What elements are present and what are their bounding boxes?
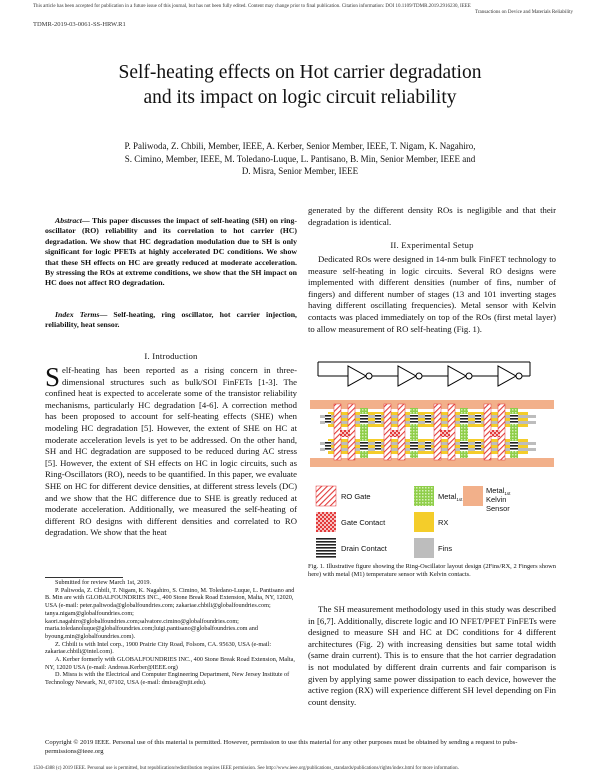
authors-line-2: S. Cimino, Member, IEEE, M. Toledano-Luque, L. Pantisano, B. Min, Senior Member, IEEE and bbox=[124, 153, 476, 164]
index-terms bbox=[45, 310, 297, 331]
section-1-continued: generated by the different density ROs is negligible and that their degradation is identical. bbox=[308, 205, 556, 227]
section-2-body-continued: The SH measurement methodology used in this study was described in [6,7]. Additionally, discrete logic and IO NFET/PFET FinFETs were designed to measure SH and HC at DC conditions for 4 different architectures (Fig. 2) with increasing densities but same total width (same drain current). This is to ensure that the hot carrier degradation is not modulated by different drain currents and fair comparison is given by applying same power dissipation to each device, however the active region (RX) will experience different SH level depending on Fin count density. bbox=[308, 604, 556, 707]
legend-sensor-label: Sensor bbox=[486, 504, 510, 513]
index-terms-label: Index Terms bbox=[55, 310, 100, 319]
authors-line-3: D. Misra, Senior Member, IEEE bbox=[241, 166, 359, 177]
footnote-affiliations: P. Paliwoda, Z. Chbili, T. Nigam, K. Nagahiro, S. Cimino, M. Toledano-Luque, L. Pantisano and B. Min are with GLOBALFOUNDRIES INC., 400 Stone Break Road Extension, Malta, NY, 12020, USA (e-mail: peter.paliwoda@globalfoundries.com; zakariae.chbili@globalfoundries.com; tanya.nigam@globalfoundries.com; kaori.nagahiro@globalfoundries.com;salvatore.cimino@globalfoundries.com; maria.toledanoluque@globalfoundries.com;luigi.pantisano@globalfoundries.com and byoung.min@globalfoundries.com). bbox=[45, 586, 295, 640]
intro-dropcap: S bbox=[45, 362, 61, 392]
legend-metal-sensor-label: Metal$_{1st}$ bbox=[486, 486, 511, 496]
legend-gate-contact-swatch bbox=[316, 512, 336, 532]
legend-metal-sensor-swatch bbox=[463, 486, 483, 506]
footnote-misra: D. Misra is with the Electrical and Computer Engineering Department, New Jersey Institute of Technology Newark, NJ, 07102, USA (e-mail: dmisra@njit.edu). bbox=[45, 671, 290, 687]
paper-title bbox=[40, 60, 560, 110]
figure-1-caption: Fig. 1. Illustrative figure showing the Ring-Oscillator layout design (2Fins/RX, 2 Fingers shown here) with metal (M1) temperature sensor with Kelvin contacts. bbox=[308, 563, 556, 578]
title-line-2: and its impact on logic circuit reliability bbox=[143, 87, 457, 108]
intro-text: elf-heating has been reported as a rising concern in three-dimensional structures such as bulk/SOI FinFETs [1-3]. The confined heat is expected to accelerate some of the transistor reliability mechanisms, particularly HC degradation [4-6]. A correction method has been proposed to account for self-heating effects (SHE) when modeling HC degradation [5]. However, the extent of SHE on HC at moderate acceleration levels is yet to be addressed. On the other hand, SH and HC degradation are supposed to be reduced during AC stress [5]. However, the extent of SH effects on HC in logic circuits, such as Ring-Oscillators (RO), needs to be quantified. In this paper, we evaluate SHE on HC for different device densities, at different stress levels (DC) and we show that the HC difference due to SHE is greatly reduced at moderate acceleration. Additionally, we measured the self-heating of different RO designs with different densities and correlated to RO degradation. We show that the heat bbox=[45, 365, 297, 538]
index-terms-text: — Self-heating, ring oscillator, hot carrier injection, reliability, heat sensor. bbox=[45, 310, 298, 330]
metal-bottom-rail bbox=[310, 458, 554, 467]
legend-metal1-label: Metal$_{1st}$ bbox=[438, 492, 463, 502]
footnote-rule bbox=[45, 577, 123, 578]
title-line-1: Self-heating effects on Hot carrier degradation bbox=[118, 62, 482, 83]
legend-drain-contact-swatch bbox=[316, 538, 336, 558]
abstract bbox=[45, 216, 297, 289]
introduction-body bbox=[45, 362, 297, 539]
legend-drain-contact-label: Drain Contact bbox=[341, 544, 387, 553]
legend-kelvin-label: Kelvin bbox=[486, 495, 507, 504]
legend-metal1-swatch bbox=[414, 486, 434, 506]
legend-fins-swatch bbox=[414, 538, 434, 558]
figure-1 bbox=[308, 352, 556, 560]
ieee-permission-line: 1530-4388 (c) 2019 IEEE. Personal use is permitted, but republication/redistribution requires IEEE permission. See http://www.ieee.org/publications_standards/publications/rights/index.html for more information. bbox=[33, 766, 459, 771]
authors-line-1: P. Paliwoda, Z. Chbili, Member, IEEE, A. Kerber, Senior Member, IEEE, T. Nigam, K. Nagahiro, bbox=[124, 141, 476, 151]
footnote-chbili: Z. Chbili is with Intel corp., 1900 Prairie City Road, Folsom, CA. 95630, USA (e-mail: zakariae.chbili@intel.com). bbox=[45, 640, 272, 656]
copyright-notice: Copyright © 2019 IEEE. Personal use of this material is permitted. However, permission to use this material for any other purposes must be obtained by sending a request to pubs-permissions@ieee.org bbox=[45, 739, 518, 755]
footnotes bbox=[45, 579, 297, 687]
journal-notice-left: This article has been accepted for publication in a future issue of this journal, but has not been fully edited. Content may change prior to final publication. Citation information: DOI 10.1109/TDMR.2019.2916230, IEEE bbox=[33, 4, 471, 9]
section-2-heading: II. Experimental Setup bbox=[390, 240, 474, 250]
legend-gate-contact-label: Gate Contact bbox=[341, 518, 386, 527]
abstract-label: Abstract bbox=[55, 216, 82, 225]
abstract-text: — This paper discusses the impact of self-heating (SH) on ring-oscillator (RO) reliability and its correlation to hot carrier (HC) degradation. We show that HC degradation modulation due to SH is only significant for logic PFETs at highly accelerated DC conditions. We show that these SH effects on HC are greatly reduced at moderate acceleration. By stressing the ROs at extreme conditions, we show that the SH impact on HC does not affect RO degradation. bbox=[45, 216, 297, 288]
legend-rx-swatch bbox=[414, 512, 434, 532]
inverter-chain bbox=[318, 362, 530, 386]
manuscript-id: TDMR-2019-03-0061-SS-HRW.R1 bbox=[33, 21, 126, 28]
legend-rx-label: RX bbox=[438, 518, 449, 527]
legend-ro-gate-label: RO Gate bbox=[341, 492, 371, 501]
author-list bbox=[60, 140, 540, 178]
section-2-body: Dedicated ROs were designed in 14-nm bulk FinFET technology to measure self-heating in logic circuits. Several RO designs were implemented with different densities (number of fins, number of fingers) and different number of stages (13 and 101 inverting stages having different oscillating frequencies). Metal sensor with Kelvin contacts was placed immediately on top of the ROs (first metal layer) to allow measurement of RO self-heating (Fig. 1). bbox=[308, 254, 556, 334]
journal-notice bbox=[33, 4, 573, 16]
layout-block bbox=[310, 400, 554, 467]
legend-ro-gate-swatch bbox=[316, 486, 336, 506]
legend-fins-label: Fins bbox=[438, 544, 453, 553]
metal-top-rail bbox=[310, 400, 554, 409]
footnote-submitted: Submitted for review March 1st, 2019. bbox=[55, 579, 152, 586]
footnote-kerber: A. Kerber formerly with GLOBALFOUNDRIES INC., 400 Stone Break Road Extension, Malta, NY, 12020 USA (e-mail: Andreas.Kerber@IEEE.org) bbox=[45, 656, 295, 671]
ring-oscillator-layout bbox=[308, 352, 556, 560]
section-1-heading: I. Introduction bbox=[144, 351, 198, 361]
journal-notice-right: Transactions on Device and Materials Reliability bbox=[475, 10, 573, 15]
